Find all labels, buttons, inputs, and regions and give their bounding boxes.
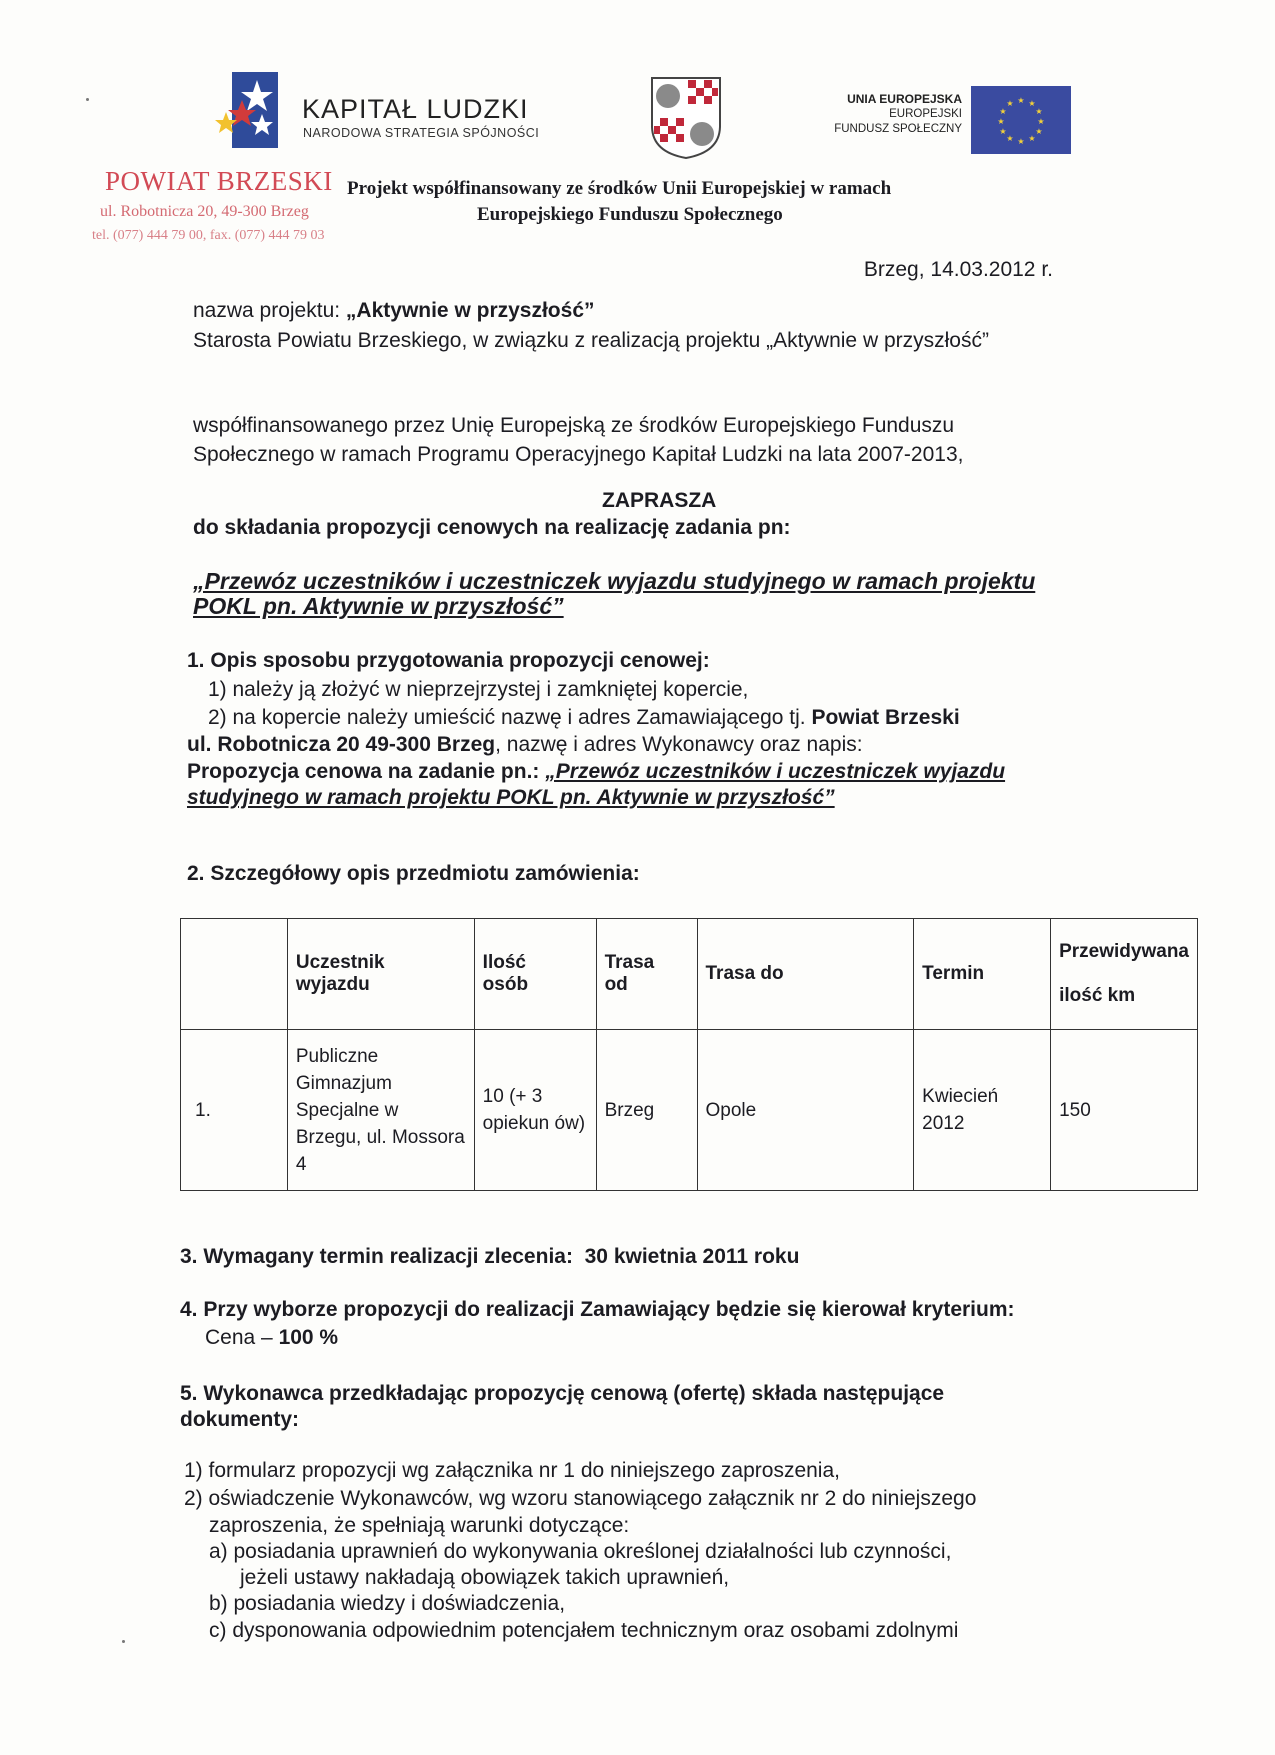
svg-text:★: ★ bbox=[1006, 134, 1014, 143]
section1-item1: 1) należy ją złożyć w nieprzejrzystej i zamkniętej kopercie, bbox=[208, 678, 749, 701]
svg-text:★: ★ bbox=[999, 107, 1007, 116]
eu-line2: EUROPEJSKI bbox=[889, 108, 962, 120]
project-line2: Europejskiego Funduszu Społecznego bbox=[477, 204, 783, 225]
column-header-route-to: Trasa do bbox=[697, 919, 914, 1030]
svg-text:★: ★ bbox=[1035, 127, 1043, 136]
section1-line4-task: „Przewóz uczestników i uczestniczek wyjazdu bbox=[545, 760, 1006, 783]
invite-subtitle: do składania propozycji cenowych na realizację zadania pn: bbox=[193, 516, 791, 539]
stamp-phone: tel. (077) 444 79 00, fax. (077) 444 79 03 bbox=[92, 228, 325, 243]
section1-line3-bold: ul. Robotnicza 20 49-300 Brzeg bbox=[187, 733, 496, 756]
column-header-lp bbox=[181, 919, 288, 1030]
intro-line2: Starosta Powiatu Brzeskiego, w związku z realizacją projektu „Aktywnie w przyszłość” bbox=[193, 329, 989, 352]
svg-text:★: ★ bbox=[1035, 107, 1043, 116]
cell-participant: Publiczne Gimnazjum Specjalne w Brzegu, ul. Mossora 4 bbox=[287, 1030, 474, 1191]
section1-line5: studyjnego w ramach projektu POKL pn. Aktywnie w przyszłość” bbox=[187, 786, 835, 809]
stamp-address: ul. Robotnicza 20, 49-300 Brzeg bbox=[100, 203, 309, 220]
eu-line3: FUNDUSZ SPOŁECZNY bbox=[834, 123, 962, 135]
section5-l7: c) dysponowania odpowiednim potencjałem technicznym oraz osobami zdolnymi bbox=[209, 1619, 959, 1642]
section4-value: 100 % bbox=[278, 1326, 339, 1349]
column-header-route-from: Trasa od bbox=[596, 919, 697, 1030]
column-header-participant: Uczestnik wyjazdu bbox=[287, 919, 474, 1030]
column-header-persons: Ilość osób bbox=[474, 919, 596, 1030]
svg-text:★: ★ bbox=[997, 117, 1005, 126]
svg-text:★: ★ bbox=[1017, 137, 1025, 146]
cell-lp: 1. bbox=[181, 1030, 288, 1191]
svg-text:★: ★ bbox=[1017, 96, 1025, 105]
kapital-ludzki-logo bbox=[212, 70, 302, 150]
column-header-km: Przewidywana ilość km bbox=[1051, 919, 1198, 1030]
project-label: nazwa projektu: bbox=[193, 299, 346, 322]
section5-l4: a) posiadania uprawnień do wykonywania określonej działalności lub czynności, bbox=[209, 1540, 952, 1563]
section1-line3-text: , nazwę i adres Wykonawcy oraz napis: bbox=[495, 733, 863, 756]
table-row bbox=[181, 1030, 1198, 1191]
intro-line4: Społecznego w ramach Programu Operacyjnego Kapitał Ludzki na lata 2007-2013, bbox=[193, 443, 964, 466]
section1-line4-bold: Propozycja cenowa na zadanie pn.: bbox=[187, 760, 546, 783]
section1-line3 bbox=[187, 731, 863, 758]
project-name: „Aktywnie w przyszłość” bbox=[345, 299, 595, 322]
cell-route-to: Opole bbox=[697, 1030, 914, 1191]
section5-heading1: 5. Wykonawca przedkładając propozycję cenową (ofertę) składa następujące bbox=[180, 1382, 945, 1405]
svg-text:★: ★ bbox=[999, 127, 1007, 136]
project-line1: Projekt współfinansowany ze środków Unii Europejskiej w ramach bbox=[347, 178, 892, 199]
svg-text:★: ★ bbox=[1006, 99, 1014, 108]
order-table bbox=[180, 918, 1198, 1191]
document-date: Brzeg, 14.03.2012 r. bbox=[863, 258, 1053, 281]
svg-text:★: ★ bbox=[1028, 99, 1036, 108]
invite-title: ZAPRASZA bbox=[602, 489, 717, 512]
eu-text bbox=[834, 92, 962, 137]
column-header-date: Termin bbox=[914, 919, 1051, 1030]
section4-heading: 4. Przy wyborze propozycji do realizacji Zamawiający będzie się kierował kryterium: bbox=[180, 1298, 1015, 1321]
kl-title: KAPITAŁ LUDZKI bbox=[302, 94, 529, 124]
eu-flag-icon bbox=[971, 86, 1071, 154]
project-name-line bbox=[193, 297, 595, 324]
section1-line4 bbox=[187, 758, 1005, 785]
section4-label: Cena – bbox=[205, 1326, 279, 1349]
scan-speck bbox=[122, 1640, 125, 1643]
kl-subtitle: NARODOWA STRATEGIA SPÓJNOŚCI bbox=[303, 126, 540, 140]
intro-line3: współfinansowanego przez Unię Europejską ze środków Europejskiego Funduszu bbox=[193, 414, 955, 437]
cell-route-from: Brzeg bbox=[596, 1030, 697, 1191]
section3-value: 30 kwietnia 2011 roku bbox=[584, 1245, 800, 1268]
cell-date: Kwiecień 2012 bbox=[914, 1030, 1051, 1191]
scan-speck bbox=[86, 98, 89, 101]
section5-l2: 2) oświadczenie Wykonawców, wg wzoru stanowiącego załącznik nr 2 do niniejszego bbox=[184, 1487, 977, 1510]
section4-criterion bbox=[205, 1324, 338, 1351]
section1-item2-text: 2) na kopercie należy umieścić nazwę i adres Zamawiającego tj. bbox=[208, 706, 812, 729]
task-line2: POKL pn. Aktywnie w przyszłość” bbox=[193, 593, 564, 619]
svg-text:★: ★ bbox=[1037, 117, 1045, 126]
section3 bbox=[180, 1245, 799, 1269]
section1-item2 bbox=[208, 704, 960, 731]
cell-persons: 10 (+ 3 opiekun ów) bbox=[474, 1030, 596, 1191]
section5-l3: zaproszenia, że spełniają warunki dotyczące: bbox=[209, 1514, 630, 1537]
task-line1: „Przewóz uczestników i uczestniczek wyjazdu studyjnego w ramach projektu bbox=[193, 568, 1036, 594]
section5-l1: 1) formularz propozycji wg załącznika nr 1 do niniejszego zaproszenia, bbox=[184, 1459, 840, 1482]
eu-line1: UNIA EUROPEJSKA bbox=[847, 92, 962, 106]
table-header-row bbox=[181, 919, 1198, 1030]
svg-text:★: ★ bbox=[1028, 134, 1036, 143]
section1-heading: 1. Opis sposobu przygotowania propozycji cenowej: bbox=[187, 649, 710, 672]
section1-item2-bold: Powiat Brzeski bbox=[811, 706, 960, 729]
cell-km: 150 bbox=[1051, 1030, 1198, 1191]
section5-l5: jeżeli ustawy nakładają obowiązek takich uprawnień, bbox=[240, 1566, 730, 1589]
coat-of-arms-icon bbox=[650, 76, 722, 160]
section3-label: 3. Wymagany termin realizacji zlecenia: bbox=[180, 1245, 573, 1268]
section5-l6: b) posiadania wiedzy i doświadczenia, bbox=[209, 1592, 566, 1615]
stamp-name: POWIAT BRZESKI bbox=[105, 166, 333, 196]
section5-heading2: dokumenty: bbox=[180, 1408, 300, 1431]
section2-heading: 2. Szczegółowy opis przedmiotu zamówienia: bbox=[187, 862, 640, 885]
